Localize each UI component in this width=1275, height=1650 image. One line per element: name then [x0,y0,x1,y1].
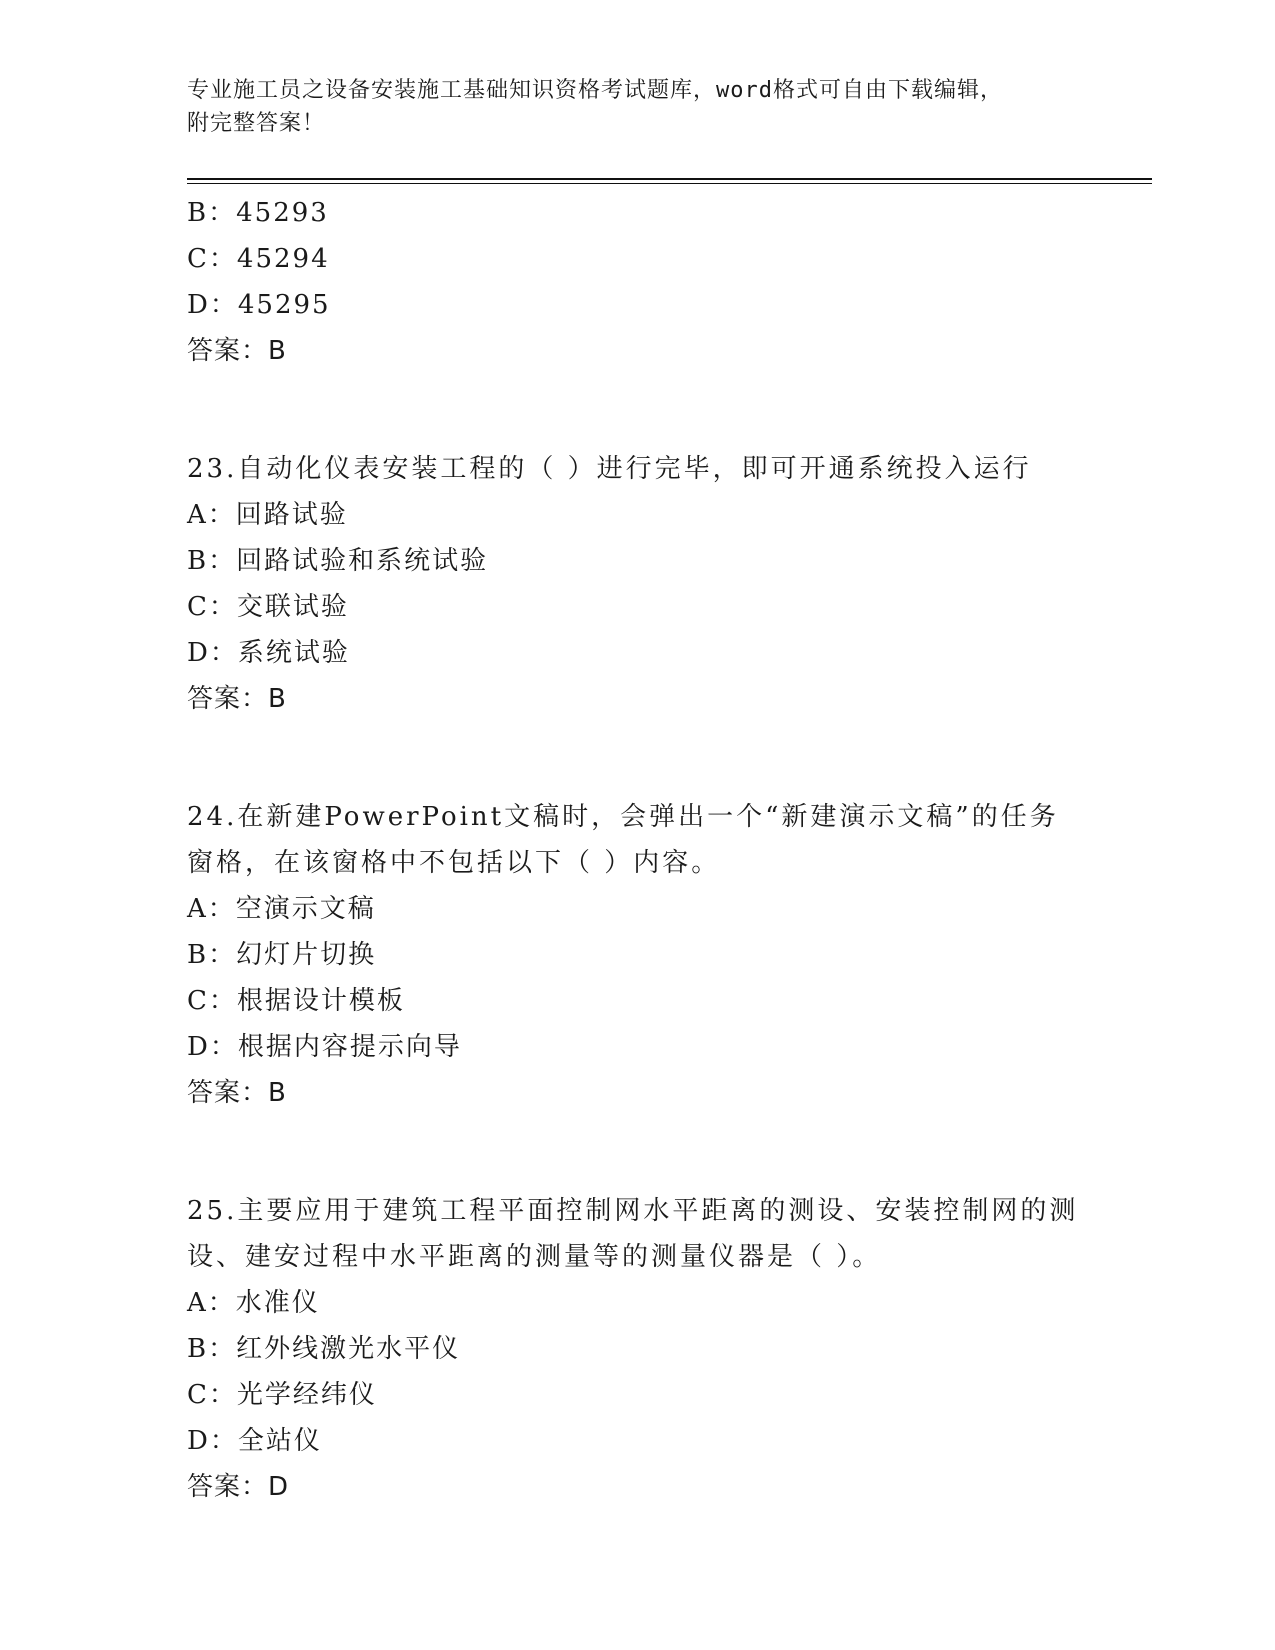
option-key: A： [187,1288,236,1318]
answer-line: 答案：B [187,336,287,366]
question-22-tail [187,190,1087,374]
option-b [187,932,1087,978]
option-text: 根据内容提示向导 [237,1032,462,1062]
option-key: D： [187,1426,238,1456]
option-key: A： [187,500,236,530]
option-text: 45294 [236,244,330,274]
answer-line: 答案：B [187,1078,287,1108]
header-rule-thick [187,178,1152,180]
option-d [187,1418,1087,1464]
option-key: A： [187,894,236,924]
question-23 [187,446,1087,722]
option-text: 全站仪 [237,1426,322,1456]
option-a [187,886,1087,932]
option-key: C： [187,244,237,274]
option-text: 水准仪 [235,1288,320,1318]
option-c [187,1372,1087,1418]
answer-line: 答案：D [187,1472,290,1502]
option-key: D： [187,638,238,668]
option-text: 回路试验 [235,500,348,530]
option-b [187,190,1087,236]
option-key: D： [187,290,238,320]
option-key: C： [187,1380,237,1410]
option-a [187,492,1087,538]
option-text: 空演示文稿 [235,894,376,924]
header-line-2: 附完整答案！ [187,111,326,136]
option-c [187,236,1087,282]
option-text: 45295 [237,290,331,320]
option-key: B： [187,198,237,228]
question-25 [187,1188,1087,1510]
question-24 [187,794,1087,1116]
option-text: 光学经纬仪 [236,1380,377,1410]
answer-line: 答案：B [187,684,287,714]
header-line-1: 专业施工员之设备安装施工基础知识资格考试题库，word格式可自由下载编辑， [187,78,1003,103]
option-key: B： [187,546,237,576]
option-key: C： [187,986,237,1016]
question-text: 23.自动化仪表安装工程的（ ）进行完毕，即可开通系统投入运行 [187,454,1032,484]
option-text: 根据设计模板 [236,986,405,1016]
page-header [187,74,1087,140]
question-text-line-1: 25.主要应用于建筑工程平面控制网水平距离的测设、安装控制网的测 [187,1196,1079,1226]
header-rule-thin [187,183,1152,184]
option-d [187,630,1087,676]
option-key: B： [187,940,237,970]
option-a [187,1280,1087,1326]
option-d [187,1024,1087,1070]
option-text: 系统试验 [237,638,350,668]
option-text: 回路试验和系统试验 [236,546,489,576]
option-d [187,282,1087,328]
question-content [187,190,1087,1510]
option-b [187,1326,1087,1372]
question-text-line-2: 设、建安过程中水平距离的测量等的测量仪器是（ ）。 [187,1242,882,1272]
option-b [187,538,1087,584]
question-text-line-1: 24.在新建PowerPoint文稿时，会弹出一个“新建演示文稿”的任务 [187,802,1059,832]
question-text-line-2: 窗格，在该窗格中不包括以下（ ）内容。 [187,848,721,878]
option-c [187,978,1087,1024]
option-c [187,584,1087,630]
option-text: 红外线激光水平仪 [236,1334,461,1364]
option-text: 幻灯片切换 [236,940,377,970]
option-key: C： [187,592,237,622]
option-text: 交联试验 [236,592,349,622]
option-key: B： [187,1334,237,1364]
option-key: D： [187,1032,238,1062]
option-text: 45293 [236,198,329,228]
